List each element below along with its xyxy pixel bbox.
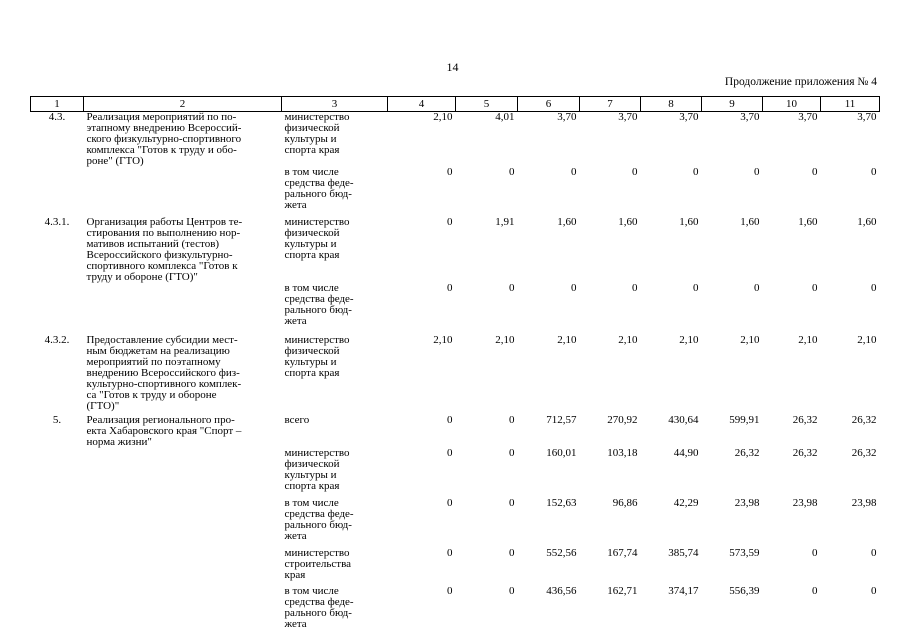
row-description [84, 498, 282, 548]
col-header: 5 [456, 97, 518, 112]
table-row [31, 548, 880, 586]
row-value: 96,86 [612, 497, 638, 509]
row-value: 0 [571, 166, 577, 178]
row-code: 4.3. [48, 111, 66, 123]
row-description [84, 283, 282, 335]
row-value: 26,32 [792, 447, 818, 459]
row-code [31, 548, 84, 586]
row-funding-source: всего [284, 414, 310, 426]
row-funding-source: в том числе средства феде- рального бюд- жета [284, 497, 354, 542]
row-value: 23,98 [792, 497, 818, 509]
table-row [31, 167, 880, 217]
row-value: 2,10 [857, 334, 877, 346]
row-value: 599,91 [729, 414, 760, 426]
row-description: Реализация регионального про- екта Хабаровского края "Спорт – норма жизни" [86, 414, 242, 448]
row-value: 3,70 [740, 111, 760, 123]
col-header: 8 [641, 97, 702, 112]
row-value: 0 [447, 547, 453, 559]
row-description [84, 167, 282, 217]
table-row [31, 283, 880, 335]
row-value: 0 [571, 282, 577, 294]
row-value: 0 [447, 216, 453, 228]
row-value: 712,57 [546, 414, 577, 426]
row-value: 26,32 [851, 447, 877, 459]
row-value: 2,10 [495, 334, 515, 346]
col-header: 7 [580, 97, 641, 112]
budget-table [30, 96, 880, 636]
row-funding-source: министерство физической культуры и спорта края [284, 334, 350, 379]
row-value: 2,10 [433, 111, 453, 123]
row-value: 0 [509, 414, 515, 426]
row-value: 1,60 [679, 216, 699, 228]
row-value: 103,18 [607, 447, 638, 459]
table-row [31, 448, 880, 498]
row-funding-source: министерство строительства края [284, 547, 352, 581]
table-row [31, 217, 880, 283]
row-value: 1,60 [857, 216, 877, 228]
row-value: 23,98 [851, 497, 877, 509]
row-value: 0 [447, 585, 453, 597]
row-funding-source: в том числе средства феде- рального бюд- жета [284, 166, 354, 211]
row-value: 0 [754, 166, 760, 178]
row-code: 4.3.1. [44, 216, 70, 228]
col-header: 4 [388, 97, 456, 112]
row-value: 2,10 [557, 334, 577, 346]
col-header: 9 [702, 97, 763, 112]
row-value: 152,63 [546, 497, 577, 509]
row-value: 160,01 [546, 447, 577, 459]
table-row [31, 112, 880, 168]
row-value: 0 [447, 447, 453, 459]
table-row [31, 415, 880, 448]
row-value: 167,74 [607, 547, 638, 559]
row-value: 4,01 [495, 111, 515, 123]
col-header: 2 [84, 97, 282, 112]
row-value: 26,32 [851, 414, 877, 426]
row-value: 556,39 [729, 585, 760, 597]
row-value: 430,64 [668, 414, 699, 426]
row-value: 26,32 [792, 414, 818, 426]
row-funding-source: в том числе средства феде- рального бюд- жета [284, 585, 354, 630]
header-row [31, 97, 880, 112]
row-funding-source: министерство физической культуры и спорта края [284, 111, 350, 156]
row-value: 1,60 [618, 216, 638, 228]
row-value: 2,10 [798, 334, 818, 346]
row-value: 552,56 [546, 547, 577, 559]
row-description [84, 548, 282, 586]
row-value: 3,70 [618, 111, 638, 123]
row-value: 0 [693, 166, 699, 178]
table-row [31, 498, 880, 548]
row-funding-source: министерство физической культуры и спорта края [284, 216, 350, 261]
row-value: 2,10 [433, 334, 453, 346]
row-value: 1,60 [740, 216, 760, 228]
row-value: 3,70 [798, 111, 818, 123]
col-header: 11 [821, 97, 880, 112]
row-value: 0 [447, 166, 453, 178]
row-code [31, 586, 84, 636]
row-value: 2,10 [679, 334, 699, 346]
row-value: 0 [509, 497, 515, 509]
row-code: 4.3.2. [44, 334, 70, 346]
row-value: 0 [509, 447, 515, 459]
row-value: 162,71 [607, 585, 638, 597]
row-value: 1,60 [557, 216, 577, 228]
row-value: 0 [754, 282, 760, 294]
row-description [84, 448, 282, 498]
row-value: 0 [509, 166, 515, 178]
row-value: 0 [871, 547, 877, 559]
row-value: 3,70 [679, 111, 699, 123]
col-header: 10 [763, 97, 821, 112]
row-value: 23,98 [734, 497, 760, 509]
row-value: 42,29 [673, 497, 699, 509]
row-value: 0 [632, 166, 638, 178]
row-value: 0 [871, 282, 877, 294]
row-description [84, 586, 282, 636]
row-value: 0 [447, 282, 453, 294]
row-code: 5. [52, 414, 62, 426]
row-value: 0 [812, 547, 818, 559]
row-value: 0 [812, 585, 818, 597]
row-description: Реализация мероприятий по по- этапному внедрению Всероссий- ского физкультурно-спортивного комплекса "Готов к труду и обо- роне" (ГТО) [86, 111, 242, 167]
row-value: 0 [871, 166, 877, 178]
row-funding-source: министерство физической культуры и спорта края [284, 447, 350, 492]
col-header: 6 [518, 97, 580, 112]
row-value: 3,70 [557, 111, 577, 123]
table-row [31, 335, 880, 415]
row-value: 0 [693, 282, 699, 294]
row-code [31, 448, 84, 498]
row-value: 436,56 [546, 585, 577, 597]
row-value: 1,60 [798, 216, 818, 228]
table-row [31, 586, 880, 636]
row-code [31, 283, 84, 335]
row-value: 270,92 [607, 414, 638, 426]
row-value: 3,70 [857, 111, 877, 123]
row-description: Организация работы Центров те- стирования по выполнению нор- мативов испытаний (тестов) Всероссийского физкультурно- спортивного комплекса "Готов к труду и обороне (ГТО)" [86, 216, 243, 283]
row-value: 0 [509, 547, 515, 559]
row-value: 1,91 [495, 216, 515, 228]
row-value: 0 [509, 585, 515, 597]
row-value: 2,10 [740, 334, 760, 346]
row-value: 26,32 [734, 447, 760, 459]
row-value: 0 [812, 282, 818, 294]
row-description: Предоставление субсидии мест- ным бюджетам на реализацию мероприятий по поэтапному внедрению Всероссийского физ- культурно-спортивного комплек- са "Готов к труду и обороне (ГТО)" [86, 334, 242, 412]
row-value: 0 [447, 414, 453, 426]
continuation-caption: Продолжение приложения № 4 [724, 76, 877, 88]
row-value: 2,10 [618, 334, 638, 346]
row-value: 374,17 [668, 585, 699, 597]
row-value: 44,90 [673, 447, 699, 459]
row-value: 0 [447, 497, 453, 509]
col-header: 3 [282, 97, 388, 112]
row-value: 0 [632, 282, 638, 294]
row-value: 0 [871, 585, 877, 597]
row-value: 573,59 [729, 547, 760, 559]
row-value: 385,74 [668, 547, 699, 559]
page-number: 14 [446, 60, 459, 74]
row-funding-source: в том числе средства феде- рального бюд- жета [284, 282, 354, 327]
row-value: 0 [812, 166, 818, 178]
row-code [31, 498, 84, 548]
row-code [31, 167, 84, 217]
row-value: 0 [509, 282, 515, 294]
col-header: 1 [31, 97, 84, 112]
